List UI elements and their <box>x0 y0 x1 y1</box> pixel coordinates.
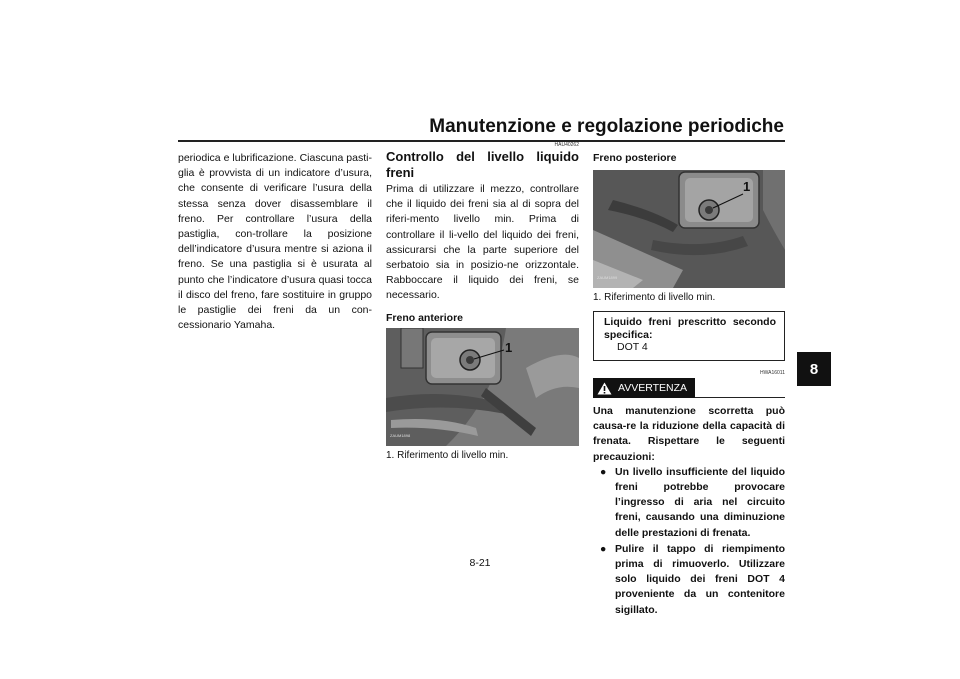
column-1 <box>178 151 372 333</box>
front-brake-figure <box>386 328 579 446</box>
spec-label: Liquido freni prescritto secondo specifica: <box>604 316 776 341</box>
column-3 <box>593 151 785 618</box>
figure-caption: 1. Riferimento di livello min. <box>386 449 509 461</box>
warning-bullet <box>593 465 785 541</box>
rear-reservoir-illustration <box>593 170 785 288</box>
spec-value: DOT 4 <box>617 341 648 354</box>
chapter-tab[interactable]: 8 <box>797 352 831 386</box>
figure-code: ZAUM1899 <box>597 275 618 280</box>
warning-code: HWA16011 <box>759 369 785 376</box>
subheading-front-brake: Freno anteriore <box>386 311 464 324</box>
warning-header <box>593 378 785 398</box>
warning-triangle-icon <box>597 382 612 395</box>
column-2 <box>386 142 579 462</box>
warning-badge <box>593 378 695 398</box>
rear-brake-figure <box>593 170 785 288</box>
front-reservoir-illustration <box>386 328 579 446</box>
section-code: HAU40262 <box>554 142 579 148</box>
page-number: 8-21 <box>469 557 491 569</box>
warning-intro: Una manutenzione scorretta può causa-re la riduzione della capacità di frenata. Rispettare le seguenti precauzioni: <box>593 404 785 463</box>
bullet-text: Pulire il tappo di riempimento prima di rimuoverlo. Utilizzare solo liquido dei freni DOT 4 proveniente da un contenitore sigillato. <box>615 542 785 616</box>
figure-code: ZAUM1898 <box>390 432 411 438</box>
warning-bullet <box>593 542 785 618</box>
bullet-text: Un livello insufficiente del liquido freni potrebbe provocare l’ingresso di aria nel circuito freni, causando una diminuzione delle prestazioni di frenata. <box>615 465 785 539</box>
spec-box <box>593 311 785 361</box>
page-header-title: Manutenzione e regolazione periodiche <box>429 116 784 137</box>
bullet-dot: ● <box>600 542 607 555</box>
warning-rule <box>695 397 785 398</box>
figure-callout: 1 <box>743 179 751 195</box>
figure-caption: 1. Riferimento di livello min. <box>593 292 716 304</box>
bullet-dot: ● <box>600 465 607 478</box>
figure-callout: 1 <box>505 339 513 355</box>
section-title: Controllo del livello liquido freni <box>386 149 579 180</box>
subheading-rear-brake: Freno posteriore <box>593 152 677 164</box>
warning-label: AVVERTENZA <box>618 381 688 394</box>
body-paragraph: Prima di utilizzare il mezzo, controllare che il liquido dei freni sia al di sopra del riferi-mento livello min. Prima di controllare il li-vello del liquido dei freni, assicurarsi che la parte superiore del serbatoio sia in posizio-ne orizzontale. Rabboccare il liquido dei freni, se necessario. <box>386 183 579 302</box>
body-paragraph: periodica e lubrificazione. Ciascuna pasti-glia è provvista di un indicatore d’usura, che consente di verificare l’usura della stessa senza dover disassemblare il freno. Per controllare l’usura della pastiglia, con-trollare la posizione dell’indicatore d’usura mentre si aziona il freno. Se una pastiglia si è usurata al punto che l’indicatore d’usura quasi tocca il disco del freno, fare sostituire in gruppo le pastiglie dei freni da un con-cessionario Yamaha. <box>178 152 372 332</box>
